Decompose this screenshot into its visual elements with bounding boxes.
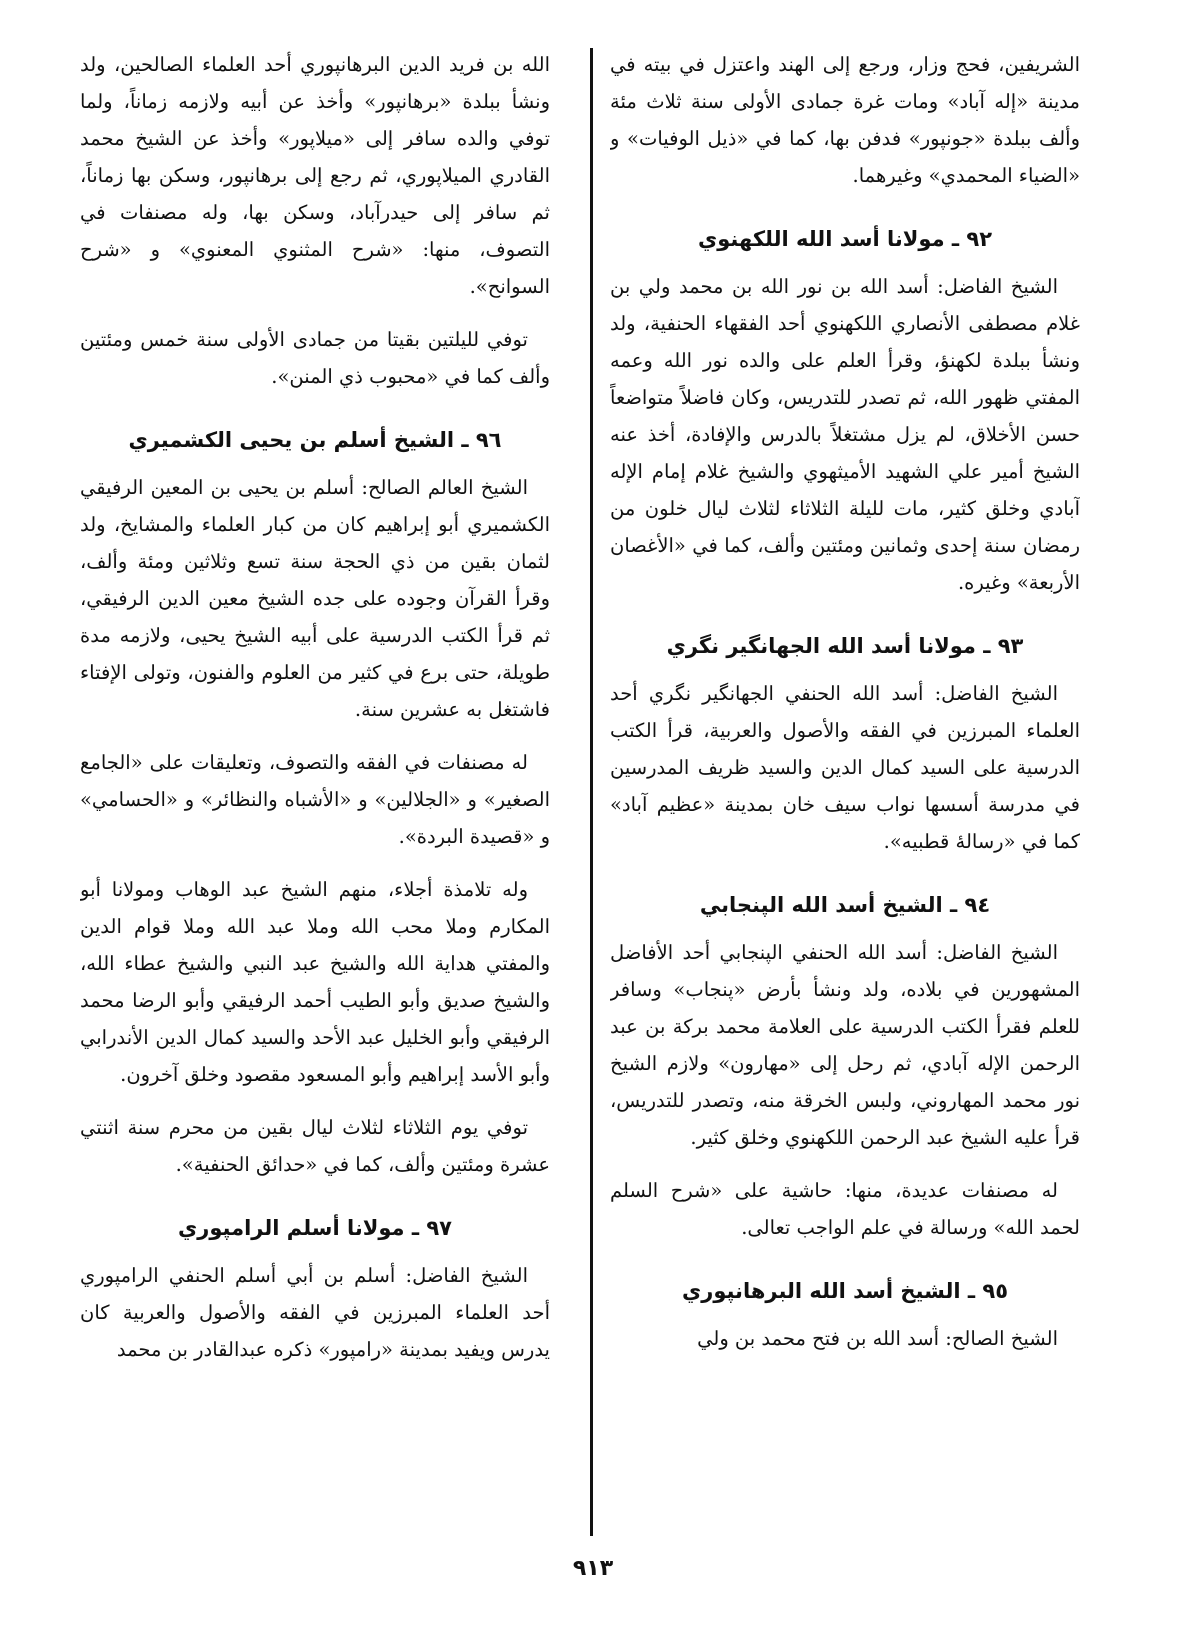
entry-paragraph-93: الشيخ الفاضل: أسد الله الحنفي الجهانگير نگري أحد العلماء المبرزين في الفقه والأصول والعربية، قرأ الكتب الدرسية على السيد كمال الدين والسيد ظريف المدرسين في مدرسة أسسها نواب سيف خان بمدينة «عظيم آباد» كما في «رسالهٔ قطبيه». [610, 682, 1080, 853]
page-number: ٩١٣ [572, 1556, 614, 1581]
entry-paragraph-96-works: له مصنفات في الفقه والتصوف، وتعليقات على «الجامع الصغير» و «الجلالين» و «الأشباه والنظائر» و «الحسامي» و «قصيدة البردة». [80, 751, 550, 848]
entry-paragraph-96-students: وله تلامذة أجلاء، منهم الشيخ عبد الوهاب ومولانا أبو المكارم وملا محب الله وملا عبد الله وملا قوام الدين والمفتي هداية الله والشيخ عبد النبي والشيخ عطاء الله، والشيخ صديق وأبو الطيب أحمد الرفيقي وأبو الرضا محمد الرفيقي وأبو الخليل عبد الأحد والسيد كمال الدين الأندرابي وأبو الأسد إبراهيم وأبو المسعود مقصود وخلق آخرون. [80, 878, 550, 1086]
column-divider [590, 48, 593, 1536]
entry-heading-97: ٩٧ ـ مولانا أسلم الرامپوري [178, 1216, 452, 1240]
entry-paragraph-96-death: توفي يوم الثلاثاء لثلاث ليال بقين من محرم سنة اثنتي عشرة ومئتين وألف، كما في «حدائق الحنفية». [80, 1116, 550, 1176]
entry-heading-96: ٩٦ ـ الشيخ أسلم بن يحيى الكشميري [128, 428, 502, 452]
paragraph-continued: الشريفين، فحج وزار، ورجع إلى الهند واعتزل في بيته في مدينة «إله آباد» ومات غرة جمادى الأولى سنة ثلاث مئة وألف ببلدة «جونپور» فدفن بها، كما في «ذيل الوفيات» و «الضياء المحمدي» وغيرهما. [610, 53, 1080, 187]
entry-paragraph-95-death: توفي لليلتين بقيتا من جمادى الأولى سنة خمس ومئتين وألف كما في «محبوب ذي المنن». [80, 328, 550, 388]
entry-paragraph-95-cont: الله بن فريد الدين البرهانپوري أحد العلماء الصالحين، ولد ونشأ ببلدة «برهانپور» وأخذ عن أبيه ولازمه زماناً، ولما توفي والده سافر إلى «ميلاپور» وأخذ عن الشيخ محمد القادري الميلاپوري، ثم رجع إلى برهانپور، وسكن بها زماناً، ثم سافر إلى حيدرآباد، وسكن بها، وله مصنفات في التصوف، منها: «شرح المثنوي المعنوي» و «شرح السوانح». [80, 53, 550, 298]
entry-paragraph-97: الشيخ الفاضل: أسلم بن أبي أسلم الحنفي الرامپوري أحد العلماء المبرزين في الفقه والأصول والعربية كان يدرس ويفيد بمدينة «رامپور» ذكره عبدالقادر بن محمد [80, 1264, 550, 1361]
entry-paragraph-96-bio: الشيخ العالم الصالح: أسلم بن يحيى بن المعين الرفيقي الكشميري أبو إبراهيم كان من كبار العلماء والمشايخ، ولد لثمان بقين من ذي الحجة سنة تسع وثلاثين ومئة وألف، وقرأ القرآن وجوده على جده الشيخ معين الدين الرفيقي، ثم قرأ الكتب الدرسية على أبيه الشيخ يحيى، ولازمه مدة طويلة، حتى برع في كثير من العلوم والفنون، وتولى الإفتاء فاشتغل به عشرين سنة. [80, 476, 550, 721]
entry-paragraph-95-start: الشيخ الصالح: أسد الله بن فتح محمد بن ولي [697, 1327, 1058, 1350]
entry-heading-95: ٩٥ ـ الشيخ أسد الله البرهانپوري [681, 1279, 1009, 1303]
entry-paragraph-94-works: له مصنفات عديدة، منها: حاشية على «شرح السلم لحمد الله» ورسالة في علم الواجب تعالى. [610, 1179, 1080, 1239]
entry-heading-92: ٩٢ ـ مولانا أسد الله اللكهنوي [697, 227, 993, 251]
entry-heading-94: ٩٤ ـ الشيخ أسد الله الپنجابي [699, 893, 991, 917]
entry-heading-93: ٩٣ ـ مولانا أسد الله الجهانگير نگري [666, 634, 1024, 658]
entry-paragraph-92: الشيخ الفاضل: أسد الله بن نور الله بن محمد ولي بن غلام مصطفى الأنصاري اللكهنوي أحد الفقهاء الحنفية، ولد ونشأ ببلدة لكهنؤ، وقرأ العلم على والده نور الله وعمه المفتي ظهور الله، ثم تصدر للتدريس، وكان فاضلاً متواضعاً حسن الأخلاق، لم يزل مشتغلاً بالدرس والإفادة، أخذ عنه الشيخ أمير علي الشهيد الأميثهوي والشيخ غلام إمام الإله آبادي وخلق كثير، مات لليلة الثلاثاء لثلاث ليال خلون من رمضان سنة إحدى وثمانين ومئتين وألف، كما في «الأغصان الأربعة» وغيره. [610, 275, 1080, 594]
left-column [80, 46, 550, 1544]
right-column [610, 46, 1080, 1544]
entry-paragraph-94-bio: الشيخ الفاضل: أسد الله الحنفي الپنجابي أحد الأفاضل المشهورين في بلاده، ولد ونشأ بأرض «پنجاب» وسافر للعلم فقرأ الكتب الدرسية على العلامة محمد بركة بن عبد الرحمن الإله آبادي، ثم رحل إلى «مهارون» ولازم الشيخ نور محمد المهاروني، ولبس الخرقة منه، وتصدر للتدريس، قرأ عليه الشيخ عبد الرحمن اللكهنوي وخلق كثير. [610, 941, 1080, 1149]
